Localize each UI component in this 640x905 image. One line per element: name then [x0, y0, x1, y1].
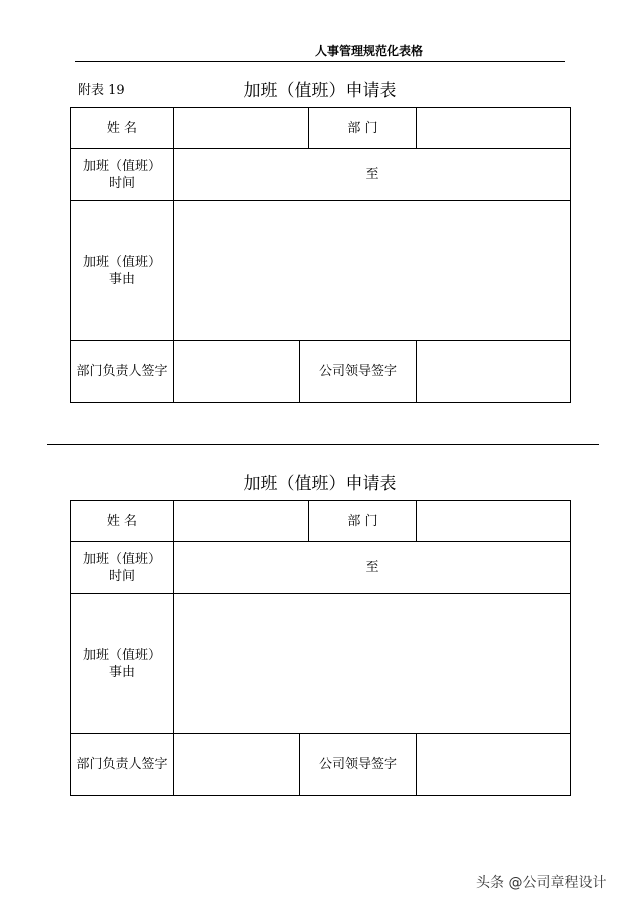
name-field[interactable]	[174, 501, 309, 542]
document-header-title: 人事管理规范化表格	[315, 44, 424, 58]
dept-head-sign-label: 部门负责人签字	[71, 341, 174, 403]
time-to-text: 至	[365, 560, 379, 575]
overtime-reason-label-line2: 事由	[108, 664, 135, 680]
overtime-time-label	[71, 149, 174, 201]
name-label: 姓 名	[71, 108, 174, 149]
overtime-time-label-line2: 时间	[108, 568, 135, 584]
dept-head-sign-field[interactable]	[174, 341, 300, 403]
section-divider	[47, 444, 599, 445]
company-leader-sign-label: 公司领导签字	[300, 341, 417, 403]
overtime-time-label-line1: 加班（值班）	[82, 551, 161, 567]
department-label: 部 门	[309, 501, 417, 542]
overtime-reason-label-line1: 加班（值班）	[82, 254, 161, 270]
form-1-table	[70, 107, 571, 403]
overtime-reason-label	[71, 201, 174, 341]
form-2-title: 加班（值班）申请表	[243, 474, 397, 494]
overtime-reason-label	[71, 594, 174, 734]
company-leader-sign-label: 公司领导签字	[300, 734, 417, 796]
company-leader-sign-field[interactable]	[417, 341, 571, 403]
company-leader-sign-field[interactable]	[417, 734, 571, 796]
time-to-text: 至	[365, 167, 379, 182]
overtime-time-label-line2: 时间	[108, 175, 135, 191]
department-field[interactable]	[417, 108, 571, 149]
watermark: 头条 @公司章程设计	[476, 875, 607, 891]
overtime-reason-field[interactable]	[174, 594, 571, 734]
overtime-time-label	[71, 542, 174, 594]
overtime-time-label-line1: 加班（值班）	[82, 158, 161, 174]
name-field[interactable]	[174, 108, 309, 149]
department-field[interactable]	[417, 501, 571, 542]
name-label: 姓 名	[71, 501, 174, 542]
form-2-table	[70, 500, 571, 796]
overtime-time-field[interactable]	[174, 542, 571, 594]
header-rule	[75, 61, 565, 62]
dept-head-sign-field[interactable]	[174, 734, 300, 796]
overtime-reason-label-line2: 事由	[108, 271, 135, 287]
overtime-reason-field[interactable]	[174, 201, 571, 341]
department-label: 部 门	[309, 108, 417, 149]
appendix-label: 附表 19	[78, 83, 125, 98]
dept-head-sign-label: 部门负责人签字	[71, 734, 174, 796]
form-1-title: 加班（值班）申请表	[243, 81, 397, 101]
overtime-reason-label-line1: 加班（值班）	[82, 647, 161, 663]
overtime-time-field[interactable]	[174, 149, 571, 201]
